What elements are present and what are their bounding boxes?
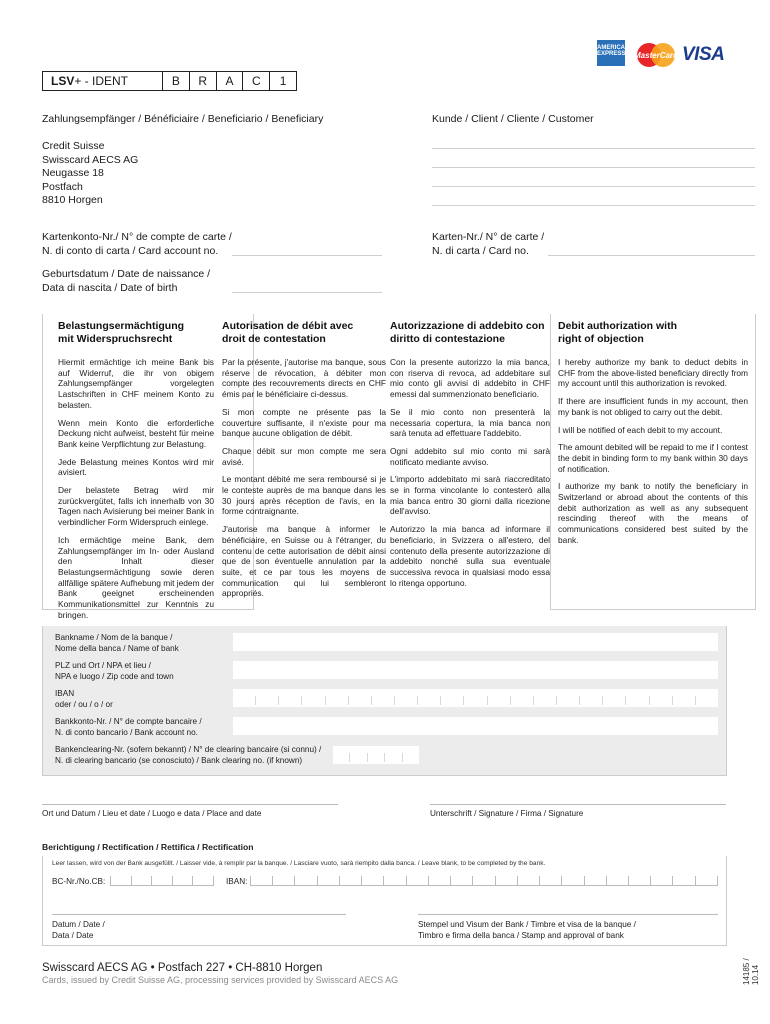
bank-clearing-label: Bankenclearing-Nr. (sofern bekannt) / N° de clearing bancaire (si connu) / N. di clearing bancario (se conosciuto) / Bank clearing no. (if known) <box>55 745 322 765</box>
visa-logo: VISA <box>682 44 725 65</box>
correction-note: Leer lassen, wird von der Bank ausgefüllt. / Laisser vide, à remplir par la banque. / Lasciare vuoto, sarà riempito dalla banca. / Leave blank, to be completed by the bank. <box>52 860 546 867</box>
iban-label: IBAN oder / ou / o / or <box>55 689 113 709</box>
card-number-field[interactable] <box>548 255 755 256</box>
amex-logo: AMERICAN EXPRESS <box>597 40 625 66</box>
lsv-ident-title: LSV+ - IDENT <box>43 72 163 90</box>
bank-stamp-line[interactable] <box>418 914 718 915</box>
signature-line[interactable] <box>430 804 726 805</box>
bank-clearing-field[interactable] <box>333 746 419 764</box>
ident-cell: A <box>217 72 244 90</box>
card-number-label: Karten-Nr./ N° de carte / N. di carta / Card no. <box>432 231 545 257</box>
place-date-label: Ort und Datum / Lieu et date / Luogo e data / Place and date <box>42 809 262 818</box>
mastercard-logo <box>634 42 678 68</box>
ident-cell: B <box>163 72 190 90</box>
authorization-de: Belastungsermächtigung mit Widerspruchsrecht Hiermit ermächtige ich meine Bank bis auf Widerruf, die ihr von obigem Zahlungsempfänger vorgelegten Lastschriften in CHF meinem Konto zu belasten. Wenn mein Konto die erforderliche Deckung nicht aufweist, besteht für meine Bank keine Verpflichtung zur Belastung. Jede Belastung meines Kontos wird mir avisiert. Der belastete Betrag wird mir zurückvergütet, falls ich innerhalb von 30 Tagen nach Avisierung bei meiner Bank in verbindlicher Form Widerspruch einlege. Ich ermächtige meine Bank, dem Zahlungsempfänger im In- oder Ausland den Inhalt dieser Belastungsermächtigung sowie deren allfällige spätere Aufhebung mit jedem der Bank geeignet erscheinenden Kommunikationsmittel zur Kenntnis zu bringen. <box>58 320 214 620</box>
signature-label: Unterschrift / Signature / Firma / Signature <box>430 809 584 818</box>
beneficiary-label: Zahlungsempfänger / Bénéficiaire / Beneficiario / Beneficiary <box>42 113 324 125</box>
place-date-line[interactable] <box>42 804 338 805</box>
form-code: 14185 / 10.14 <box>742 958 760 985</box>
bank-name-label: Bankname / Nom de la banque / Nome della banca / Name of bank <box>55 633 179 653</box>
customer-line[interactable] <box>432 186 755 187</box>
customer-line[interactable] <box>432 167 755 168</box>
customer-label: Kunde / Client / Cliente / Customer <box>432 113 594 125</box>
correction-title: Berichtigung / Rectification / Rettifica / Rectification <box>42 842 254 852</box>
footer-subtitle: Cards, issued by Credit Suisse AG, processing services provided by Swisscard AECS AG <box>42 975 399 985</box>
bc-number-label: BC-Nr./No.CB: <box>52 877 106 886</box>
beneficiary-address: Credit Suisse Swisscard AECS AG Neugasse 18 Postfach 8810 Horgen <box>42 140 139 206</box>
bank-zip-label: PLZ und Ort / NPA et lieu / NPA e luogo / Zip code and town <box>55 661 174 681</box>
footer-company: Swisscard AECS AG • Postfach 227 • CH-8810 Horgen <box>42 962 323 974</box>
card-account-label: Kartenkonto-Nr./ N° de compte de carte / N. di conto di carta / Card account no. <box>42 231 232 257</box>
authorization-text <box>42 314 770 620</box>
bank-details-box <box>42 626 727 776</box>
birth-date-field[interactable] <box>232 292 382 293</box>
correction-iban-field[interactable] <box>250 876 718 886</box>
bank-name-field[interactable] <box>233 633 718 651</box>
bank-zip-field[interactable] <box>233 661 718 679</box>
bank-account-field[interactable] <box>233 717 718 735</box>
correction-iban-label: IBAN: <box>226 877 248 886</box>
customer-line[interactable] <box>432 205 755 206</box>
authorization-it: Autorizzazione di addebito con diritto di contestazione Con la presente autorizzo la mia banca, con riserva di revoca, ad addebitare sul mio conto gli avvisi di addebito in CHF emessi dal summenzionato beneficiario. Se il mio conto non presenterà la necessaria copertura, la mia banca non sarà tenuta ad effettuare l'addebito. Ogni addebito sul mio conto mi sarà notificato mediante avviso. L'importo addebitato mi sarà riaccreditato se in forma vincolante lo contesterò alla mia banca entro 30 giorni dalla ricezione dell'avviso. Autorizzo la mia banca ad informare il beneficiario, in Svizzera o all'estero, del contenuto della presente autorizzazione di addebito nonché sulla sua eventuale successiva revoca in qualsiasi modo essa lo ritenga opportuno. <box>390 320 550 588</box>
birth-date-label: Geburtsdatum / Date de naissance / Data di nascita / Date of birth <box>42 268 211 294</box>
correction-date-line[interactable] <box>52 914 346 915</box>
bank-account-label: Bankkonto-Nr. / N° de compte bancaire / N. di conto bancario / Bank account no. <box>55 717 202 737</box>
ident-cell: 1 <box>279 74 287 88</box>
customer-line[interactable] <box>432 148 755 149</box>
bc-number-field[interactable] <box>110 876 214 886</box>
ident-cell: C <box>243 72 270 90</box>
authorization-fr: Autorisation de débit avec droit de contestation Par la présente, j'autorise ma banque, sous réserve de révocation, à débiter mon compte des recouvrements directs en CHF émis par le bénéficiaire ci-dessus. Si mon compte ne présente pas la couverture suffisante, il n'existe pour ma banque aucune obligation de débit. Chaque débit sur mon compte me sera avisé. Le montant débité me sera remboursé si je le conteste auprès de ma banque dans les 30 jours après réception de l'avis, en la forme contraignante. J'autorise ma banque à informer le bénéficiaire, en Suisse ou à l'étranger, du contenu de cette autorisation de débit ainsi que de son éventuelle annulation par la suite, et ce par tous les moyens de communication qui lui sembleront appropriés. <box>222 320 386 599</box>
card-account-field[interactable] <box>232 255 382 256</box>
ident-cell: R <box>190 72 217 90</box>
svg-text:MasterCard: MasterCard <box>634 51 678 60</box>
iban-field[interactable] <box>233 689 718 707</box>
bank-stamp-label: Stempel und Visum der Bank / Timbre et visa de la banque / Timbro e firma della banca / Stamp and approval of bank <box>418 920 636 940</box>
authorization-en: Debit authorization with right of objection I hereby authorize my bank to deduct debits in CHF from the above-listed beneficiary directly from my account until this authorization is revoked. If there are insufficient funds in my account, then my bank is not obliged to carry out the debit. I will be notified of each debit to my account. The amount debited will be repaid to me if I contest the debit in binding form to my bank within 30 days of notification. I authorize my bank to notify the beneficiary in Switzerland or abroad about the contents of this debit authorization as well as any subsequent rescinding thereof with the means of communications considered best suited by the bank. <box>558 320 748 545</box>
correction-date-label: Datum / Date / Data / Date <box>52 920 105 940</box>
lsv-ident-box <box>42 71 297 91</box>
